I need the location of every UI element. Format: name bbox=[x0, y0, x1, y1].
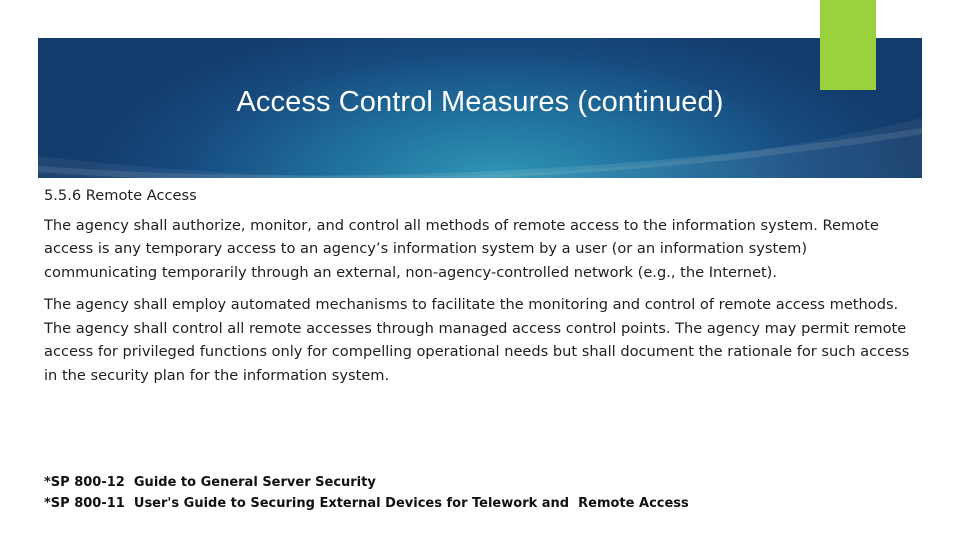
slide-content bbox=[44, 184, 924, 396]
paragraph-remote-access-controls: The agency shall employ automated mechanisms to facilitate the monitoring and control of remote access methods. The agency shall control all remote accesses through managed access control points. The agency may permit remote access for privileged functions only for compelling operational needs but shall document the rationale for such access in the security plan for the information system. bbox=[44, 296, 910, 384]
accent-bar bbox=[820, 0, 876, 90]
footnote-sp-800-11: *SP 800-11 User's Guide to Securing External Devices for Telework and Remote Access bbox=[44, 496, 689, 511]
section-heading: 5.5.6 Remote Access bbox=[44, 187, 197, 204]
footnotes bbox=[44, 472, 924, 514]
paragraph-remote-access-definition: The agency shall authorize, monitor, and control all methods of remote access to the information system. Remote access is any temporary access to an agency’s information system by a user (or an information system) communicating temporarily through an external, non-agency-controlled network (e.g., the Internet). bbox=[44, 216, 879, 281]
slide-title: Access Control Measures (continued) bbox=[236, 86, 724, 118]
footnote-sp-800-12: *SP 800-12 Guide to General Server Security bbox=[44, 475, 376, 490]
title-banner bbox=[38, 38, 922, 178]
